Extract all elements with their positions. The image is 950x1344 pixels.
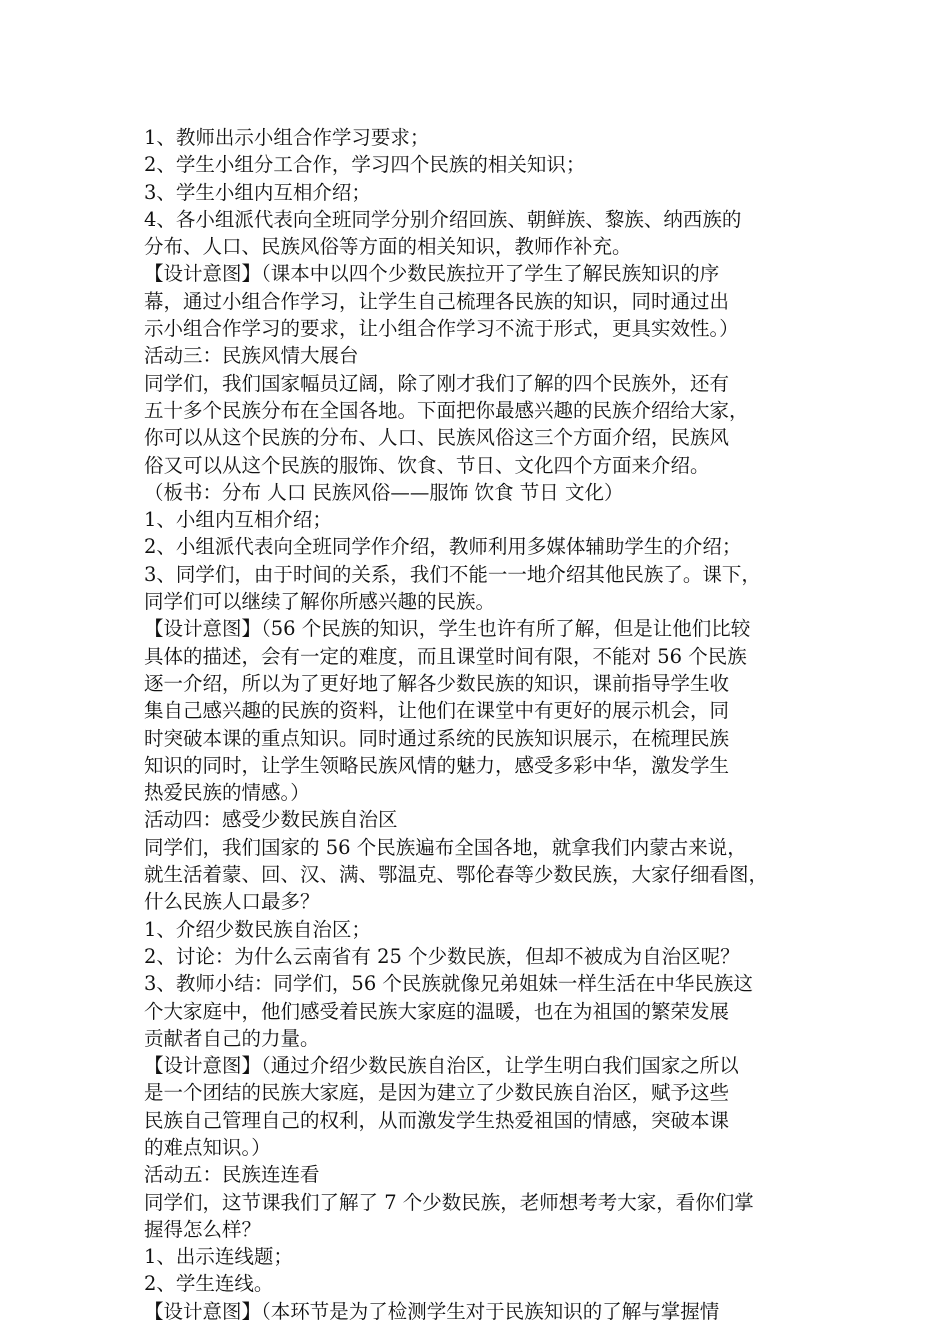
- text-line: 【设计意图】（本环节是为了检测学生对于民族知识的了解与掌握情: [144, 1299, 720, 1323]
- text-line: 集自己感兴趣的民族的资料，让他们在课堂中有更好的展示机会，同: [144, 699, 730, 723]
- text-line: 贡献者自己的力量。: [144, 1026, 320, 1050]
- text-line: 什么民族人口最多？: [144, 890, 320, 914]
- text-line: 2、讨论：为什么云南省有 25 个少数民族，但却不被成为自治区呢？: [144, 944, 740, 968]
- text-line: 示小组合作学习的要求，让小组合作学习不流于形式，更具实效性。）: [144, 317, 739, 341]
- text-line: 3、学生小组内互相介绍；: [144, 180, 371, 204]
- text-line: 同学们，我们国家幅员辽阔，除了刚才我们了解的四个民族外，还有: [144, 371, 730, 395]
- text-line: 握得怎么样？: [144, 1217, 262, 1241]
- text-line: 俗又可以从这个民族的服饰、饮食、节日、文化四个方面来介绍。: [144, 453, 710, 477]
- text-line: 4、各小组派代表向全班同学分别介绍回族、朝鲜族、黎族、纳西族的: [144, 207, 742, 231]
- text-line: 2、学生连线。: [144, 1272, 274, 1296]
- text-line: 同学们，这节课我们了解了 7 个少数民族，老师想考考大家，看你们掌: [144, 1190, 754, 1214]
- text-line: 就生活着蒙、回、汉、满、鄂温克、鄂伦春等少数民族，大家仔细看图，: [144, 863, 769, 887]
- text-line: 的难点知识。）: [144, 1135, 271, 1159]
- text-line: 1、小组内互相介绍；: [144, 508, 332, 532]
- text-line: 民族自己管理自己的权利，从而激发学生热爱祖国的情感，突破本课: [144, 1108, 730, 1132]
- document-body: [144, 124, 814, 1325]
- text-line: 幕，通过小组合作学习，让学生自己梳理各民族的知识，同时通过出: [144, 289, 730, 313]
- text-line: 你可以从这个民族的分布、人口、民族风俗这三个方面介绍，民族风: [144, 426, 730, 450]
- text-line: 【设计意图】（通过介绍少数民族自治区，让学生明白我们国家之所以: [144, 1054, 739, 1078]
- text-line: 3、同学们，由于时间的关系，我们不能一一地介绍其他民族了。课下，: [144, 562, 761, 586]
- text-line: 2、学生小组分工合作，学习四个民族的相关知识；: [144, 153, 586, 177]
- text-line: 1、介绍少数民族自治区；: [144, 917, 371, 941]
- text-line: 【设计意图】（56 个民族的知识，学生也许有所了解，但是让他们比较: [144, 617, 751, 641]
- text-line: 五十多个民族分布在全国各地。下面把你最感兴趣的民族介绍给大家，: [144, 398, 749, 422]
- text-line: 知识的同时，让学生领略民族风情的魅力，感受多彩中华，激发学生: [144, 753, 730, 777]
- section-heading: 活动四：感受少数民族自治区: [144, 808, 398, 832]
- text-line: 具体的描述，会有一定的难度，而且课堂时间有限，不能对 56 个民族: [144, 644, 747, 668]
- text-line: 1、出示连线题；: [144, 1245, 293, 1269]
- text-line: 逐一介绍，所以为了更好地了解各少数民族的知识，课前指导学生收: [144, 671, 730, 695]
- section-heading: 活动三：民族风情大展台: [144, 344, 359, 368]
- text-line: 3、教师小结：同学们，56 个民族就像兄弟姐妹一样生活在中华民族这: [144, 972, 753, 996]
- text-line: 同学们，我们国家的 56 个民族遍布全国各地，就拿我们内蒙古来说，: [144, 835, 747, 859]
- text-line: 分布、人口、民族风俗等方面的相关知识，教师作补充。: [144, 235, 632, 259]
- text-line: 时突破本课的重点知识。同时通过系统的民族知识展示，在梳理民族: [144, 726, 730, 750]
- text-line: 同学们可以继续了解你所感兴趣的民族。: [144, 590, 496, 614]
- text-line: 是一个团结的民族大家庭，是因为建立了少数民族自治区，赋予这些: [144, 1081, 730, 1105]
- text-line: （板书：分布 人口 民族风俗——服饰 饮食 节日 文化）: [144, 480, 624, 504]
- text-line: 1、教师出示小组合作学习要求；: [144, 126, 430, 149]
- text-line: 热爱民族的情感。）: [144, 781, 310, 805]
- text-line: 【设计意图】（课本中以四个少数民族拉开了学生了解民族知识的序: [144, 262, 720, 286]
- section-heading: 活动五：民族连连看: [144, 1163, 320, 1187]
- text-line: 2、小组派代表向全班同学作介绍，教师利用多媒体辅助学生的介绍；: [144, 535, 742, 559]
- text-line: 个大家庭中，他们感受着民族大家庭的温暖，也在为祖国的繁荣发展: [144, 999, 730, 1023]
